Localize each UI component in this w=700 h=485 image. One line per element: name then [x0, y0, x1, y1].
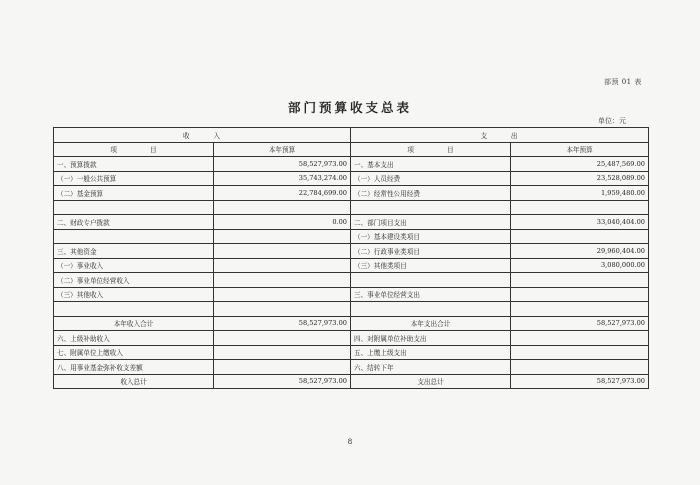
income-budget-cell	[214, 258, 351, 273]
expenditure-item-cell: 本年支出合计	[351, 316, 511, 331]
income-budget-cell	[214, 200, 351, 215]
expenditure-item-cell: 支出总计	[351, 374, 511, 389]
income-item-cell: 二、财政专户拨款	[54, 215, 214, 230]
expenditure-budget-cell: 1,959,480.00	[511, 186, 649, 201]
expenditure-item-cell: （三）其他类项目	[351, 258, 511, 273]
expenditure-item-cell: （二）经常性公用经费	[351, 186, 511, 201]
expenditure-item-cell: 三、事业单位经营支出	[351, 287, 511, 302]
income-item-cell: （二）基金预算	[54, 186, 214, 201]
income-budget-header: 本年预算	[214, 142, 351, 157]
expenditure-section-header: 支 出	[351, 128, 649, 143]
expenditure-budget-cell: 33,040,404.00	[511, 215, 649, 230]
income-budget-cell	[214, 229, 351, 244]
table-row	[54, 287, 649, 302]
expenditure-budget-cell: 3,080,000.00	[511, 258, 649, 273]
income-item-cell: （三）其他收入	[54, 287, 214, 302]
expenditure-budget-cell: 25,487,569.00	[511, 157, 649, 172]
unit-label: 单位：元	[598, 117, 626, 125]
expenditure-item-cell: （一）基本建设类项目	[351, 229, 511, 244]
section-header-row	[54, 128, 649, 143]
expenditure-budget-cell	[511, 200, 649, 215]
income-item-cell: 八、用事业基金弥补收支差额	[54, 360, 214, 375]
income-budget-cell	[214, 273, 351, 288]
table-row	[54, 186, 649, 201]
income-budget-cell: 58,527,973.00	[214, 316, 351, 331]
expenditure-budget-cell	[511, 273, 649, 288]
income-budget-cell: 0.00	[214, 215, 351, 230]
income-item-cell: 本年收入合计	[54, 316, 214, 331]
income-item-cell	[54, 229, 214, 244]
expenditure-budget-cell	[511, 302, 649, 317]
expenditure-budget-cell: 58,527,973.00	[511, 374, 649, 389]
income-budget-cell	[214, 331, 351, 346]
table-row	[54, 374, 649, 389]
page-title: 部门预算收支总表	[287, 100, 412, 115]
column-header-row	[54, 142, 649, 157]
table-row	[54, 345, 649, 360]
income-item-header: 项 目	[54, 142, 214, 157]
income-item-cell: （二）事业单位经营收入	[54, 273, 214, 288]
income-budget-cell	[214, 302, 351, 317]
table-row	[54, 273, 649, 288]
income-budget-cell	[214, 360, 351, 375]
income-item-cell: 一、预算拨款	[54, 157, 214, 172]
table-row	[54, 258, 649, 273]
income-budget-cell	[214, 345, 351, 360]
expenditure-budget-header: 本年预算	[511, 142, 649, 157]
table-body	[54, 157, 649, 389]
table-row	[54, 244, 649, 259]
expenditure-item-cell: 五、上缴上级支出	[351, 345, 511, 360]
expenditure-budget-cell	[511, 331, 649, 346]
table-row	[54, 302, 649, 317]
expenditure-item-cell: 四、对附属单位补助支出	[351, 331, 511, 346]
table-row	[54, 200, 649, 215]
income-item-cell: 六、上级补助收入	[54, 331, 214, 346]
expenditure-item-header: 项 目	[351, 142, 511, 157]
income-item-cell: 七、附属单位上缴收入	[54, 345, 214, 360]
income-section-header: 收 入	[54, 128, 351, 143]
table-row	[54, 157, 649, 172]
table-row	[54, 171, 649, 186]
page-number: 8	[347, 438, 353, 446]
table-row	[54, 229, 649, 244]
income-budget-cell	[214, 287, 351, 302]
expenditure-budget-cell: 58,527,973.00	[511, 316, 649, 331]
income-item-cell: 收入总计	[54, 374, 214, 389]
expenditure-budget-cell	[511, 345, 649, 360]
expenditure-item-cell	[351, 200, 511, 215]
expenditure-budget-cell: 23,528,089.00	[511, 171, 649, 186]
income-budget-cell: 22,784,699.00	[214, 186, 351, 201]
income-budget-cell	[214, 244, 351, 259]
income-item-cell: 三、其他资金	[54, 244, 214, 259]
table-row	[54, 360, 649, 375]
income-item-cell: （一）事业收入	[54, 258, 214, 273]
expenditure-budget-cell	[511, 360, 649, 375]
income-item-cell: （一）一般公共预算	[54, 171, 214, 186]
expenditure-budget-cell: 29,960,404.00	[511, 244, 649, 259]
expenditure-item-cell: 六、结转下年	[351, 360, 511, 375]
income-budget-cell: 58,527,973.00	[214, 374, 351, 389]
expenditure-item-cell: 二、部门项目支出	[351, 215, 511, 230]
expenditure-item-cell	[351, 273, 511, 288]
table-row	[54, 331, 649, 346]
income-budget-cell: 35,743,274.00	[214, 171, 351, 186]
expenditure-budget-cell	[511, 287, 649, 302]
expenditure-item-cell: （一）人员经费	[351, 171, 511, 186]
income-item-cell	[54, 200, 214, 215]
budget-summary-table	[53, 127, 649, 389]
income-budget-cell: 58,527,973.00	[214, 157, 351, 172]
table-row	[54, 215, 649, 230]
expenditure-budget-cell	[511, 229, 649, 244]
expenditure-item-cell: 一、基本支出	[351, 157, 511, 172]
income-item-cell	[54, 302, 214, 317]
expenditure-item-cell: （二）行政事业类项目	[351, 244, 511, 259]
form-code: 部预 01 表	[604, 78, 642, 86]
table-row	[54, 316, 649, 331]
expenditure-item-cell	[351, 302, 511, 317]
